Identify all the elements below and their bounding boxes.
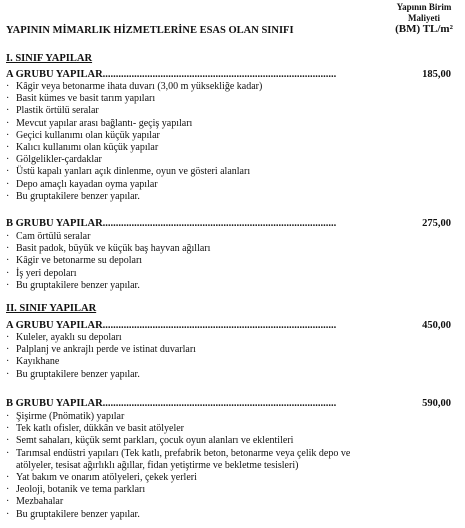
list-item: · Mevcut yapılar arası bağlantı- geçiş yapıları <box>6 117 193 129</box>
list-item: · Bu gruptakilere benzer yapılar. <box>6 279 140 291</box>
list-item: · Mezbahalar <box>6 496 64 508</box>
list-item: · Tarımsal endüstri yapıları (Tek katlı, prefabrik beton, betonarme veya çelik depo ve <box>6 447 351 459</box>
list-item: · Kuleler, ayaklı su depoları <box>6 332 122 343</box>
class2-groupB-header <box>6 398 451 409</box>
class1-groupB-header <box>6 218 451 229</box>
class1-groupB-list <box>6 231 210 292</box>
list-item: · Bu gruptakilere benzer yapılar. <box>6 368 140 380</box>
list-item: · Kâgir ve betonarme su depoları <box>6 255 143 267</box>
group-price: 590,00 <box>422 398 451 409</box>
list-item: · Tek katlı ofisler, dükkân ve basit atölyeler <box>6 423 185 435</box>
cost-header-unit: (BM) TL/m² <box>395 23 453 35</box>
class2-groupA-list <box>6 332 196 381</box>
class2-groupB-list <box>6 411 350 521</box>
class1-groupA-header <box>6 69 451 80</box>
list-item: · Jeoloji, botanik ve tema parkları <box>6 484 146 496</box>
group-label: B GRUBU YAPILAR......................................................................................... <box>6 218 337 229</box>
list-item: · Palplanj ve ankrajlı perde ve istinat duvarları <box>6 344 196 356</box>
group-price: 275,00 <box>422 218 451 229</box>
group-label: A GRUBU YAPILAR......................................................................................... <box>6 320 337 331</box>
list-item: · Kâgir veya betonarme ihata duvarı (3,00 m yüksekliğe kadar) <box>6 81 263 92</box>
class2-groupA-header <box>6 320 451 331</box>
list-item: · Gölgelikler-çardaklar <box>6 154 102 166</box>
class1-groupA-list <box>6 81 262 203</box>
list-item: · Basit padok, büyük ve küçük baş hayvan ağılları <box>6 243 211 255</box>
list-item: · Kalıcı kullanımı olan küçük yapılar <box>6 142 159 154</box>
list-item: · Bu gruptakilere benzer yapılar. <box>6 508 140 520</box>
list-item: · Geçici kullanımı olan küçük yapılar <box>6 129 160 141</box>
class1-title: I. SINIF YAPILAR <box>6 53 93 64</box>
list-item: · Üstü kapalı yanları açık dinlenme, oyun ve gösteri alanları <box>6 166 251 178</box>
cost-header-line2: Maliyeti <box>408 13 440 23</box>
class-header: YAPININ MİMARLIK HİZMETLERİNE ESAS OLAN SINIFI <box>6 25 294 36</box>
group-price: 450,00 <box>422 320 451 331</box>
group-label: B GRUBU YAPILAR......................................................................................... <box>6 398 337 409</box>
list-item-continuation: atölyeler, tesisat ağırlıklı ağıllar, fidan yetiştirme ve bekletme tesisleri) <box>16 459 299 471</box>
list-item: · Yat bakım ve onarım atölyeleri, çekek yerleri <box>6 472 197 484</box>
list-item: · Bu gruptakilere benzer yapılar. <box>6 190 140 202</box>
list-item: · Cam örtülü seralar <box>6 231 91 242</box>
list-item: · Kayıkhane <box>6 356 60 368</box>
class2-title: II. SINIF YAPILAR <box>6 303 97 314</box>
list-item: · Semt sahaları, küçük semt parkları, çocuk oyun alanları ve eklentileri <box>6 435 294 447</box>
cost-header-line1: Yapının Birim <box>396 2 452 12</box>
list-item: · Depo amaçlı kayadan oyma yapılar <box>6 178 158 190</box>
group-label: A GRUBU YAPILAR......................................................................................... <box>6 69 337 80</box>
unit-cost-header <box>389 2 459 35</box>
list-item: · Şişirme (Pnömatik) yapılar <box>6 411 125 422</box>
group-price: 185,00 <box>422 69 451 80</box>
list-item: · Plastik örtülü seralar <box>6 105 99 117</box>
list-item: · İş yeri depoları <box>6 267 77 279</box>
list-item: · Basit kümes ve basit tarım yapıları <box>6 93 156 105</box>
